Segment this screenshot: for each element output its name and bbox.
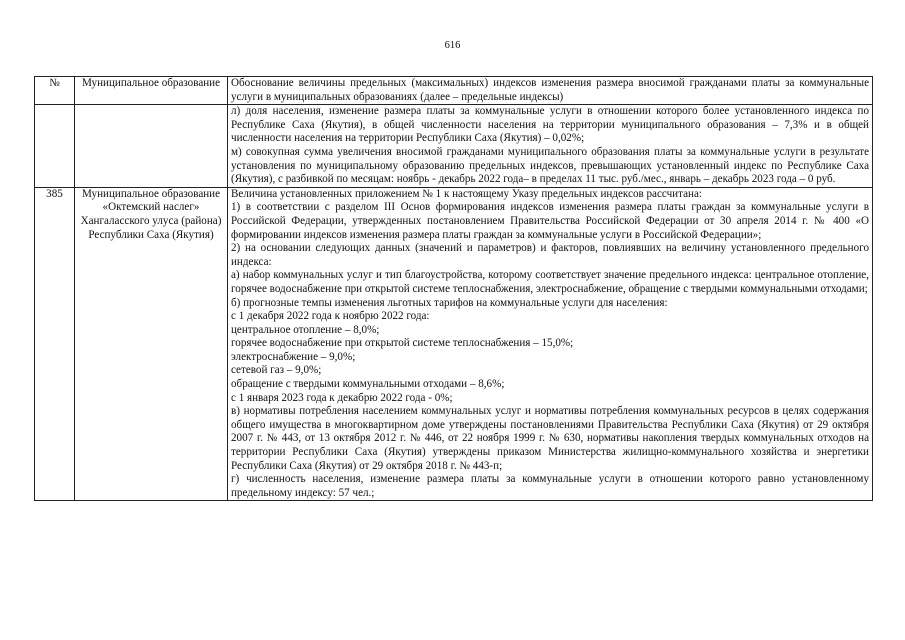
basis-paragraph: обращение с твердыми коммунальными отходами – 8,6%;	[231, 378, 505, 391]
column-header-basis: Обоснование величины предельных (максимальных) индексов изменения размера вносимой гражданами платы за коммунальные услуги в муниципальных образованиях (далее – предельные индексы)	[228, 77, 873, 105]
municipality-cell: Муниципальное образование «Октемский наслег» Хангаласского улуса (района) Республики Саха (Якутия)	[75, 187, 228, 501]
page-number: 616	[444, 40, 461, 51]
basis-paragraph: г) численность населения, изменение размера платы за коммунальные услуги в отношении которого равно установленному предельному индексу: 57 чел.;	[231, 473, 869, 499]
basis-paragraph: электроснабжение – 9,0%;	[231, 350, 356, 363]
basis-paragraph: л) доля населения, изменение размера платы за коммунальные услуги в отношении которого более установленного индекса по Республике Саха (Якутия), в общей численности населения на территории муниципального образования – 7,3% и в общей численности населения на территории Республики Саха (Якутия) – 0,02%;	[231, 105, 869, 145]
municipality-cell	[75, 105, 228, 188]
column-header-number: №	[35, 77, 75, 105]
basis-cell	[228, 187, 873, 501]
basis-cell	[228, 105, 873, 188]
basis-paragraph: горячее водоснабжение при открытой системе теплоснабжения – 15,0%;	[231, 337, 574, 350]
basis-paragraph: б) прогнозные темпы изменения льготных тарифов на коммунальные услуги для населения:	[231, 296, 668, 309]
column-header-municipality: Муниципальное образование	[75, 77, 228, 105]
basis-paragraph: с 1 января 2023 года к декабрю 2022 года - 0%;	[231, 391, 453, 404]
table-row-385	[35, 187, 873, 501]
row-number-cell: 385	[35, 187, 75, 501]
basis-paragraph: с 1 декабря 2022 года к ноябрю 2022 года:	[231, 310, 430, 323]
table-row-continuation	[35, 105, 873, 188]
limit-indices-table	[34, 76, 873, 501]
row-number-cell	[35, 105, 75, 188]
basis-paragraph: сетевой газ – 9,0%;	[231, 364, 322, 377]
basis-paragraph: а) набор коммунальных услуг и тип благоустройства, которому соответствует значение предельного индекса: центральное отопление, горячее водоснабжение при открытой системе теплоснабжения, электроснабжение, обращение с твердыми коммунальными отходами;	[231, 269, 869, 295]
basis-paragraph: в) нормативы потребления населением коммунальных услуг и нормативы потребления коммунальных ресурсов в целях содержания общего имущества в многоквартирном доме утверждены постановлениями Правительства Республики Саха (Якутия) от 29 октября 2007 г. № 443, от 13 октября 2012 г. № 446, от 22 ноября 1999 г. № 630, нормативы накопления твердых коммунальных отходов на территории Республики Саха (Якутия) утверждены приказом Министерства жилищно-коммунального хозяйства и энергетики Республики Саха (Якутия) от 29 октября 2018 г. № 443-п;	[231, 405, 869, 472]
basis-paragraph: 2) на основании следующих данных (значений и параметров) и факторов, повлиявших на величину установленного предельного индекса:	[231, 242, 869, 268]
basis-paragraph: центральное отопление – 8,0%;	[231, 323, 380, 336]
basis-paragraph: Величина установленных приложением № 1 к настоящему Указу предельных индексов рассчитана:	[231, 187, 702, 200]
basis-paragraph: м) совокупная сумма увеличения вносимой гражданами муниципального образования платы за коммунальные услуги в результате установления по муниципальному образованию предельных индексов, превышающих установленный индекс по Республике Саха (Якутия), с разбивкой по месяцам: ноябрь - декабрь 2022 года– в пределах 11 тыс. руб./мес., январь – декабрь 2023 года – 0 руб.	[231, 145, 869, 186]
table-header-row	[35, 77, 873, 105]
basis-paragraph: 1) в соответствии с разделом III Основ формирования индексов изменения размера платы граждан за коммунальные услуги в Российской Федерации, утвержденных постановлением Правительства Российской Федерации от 30 апреля 2014 г. № 400 «О формировании индексов изменения размера платы граждан за коммунальные услуги в Российской Федерации»;	[231, 201, 869, 241]
